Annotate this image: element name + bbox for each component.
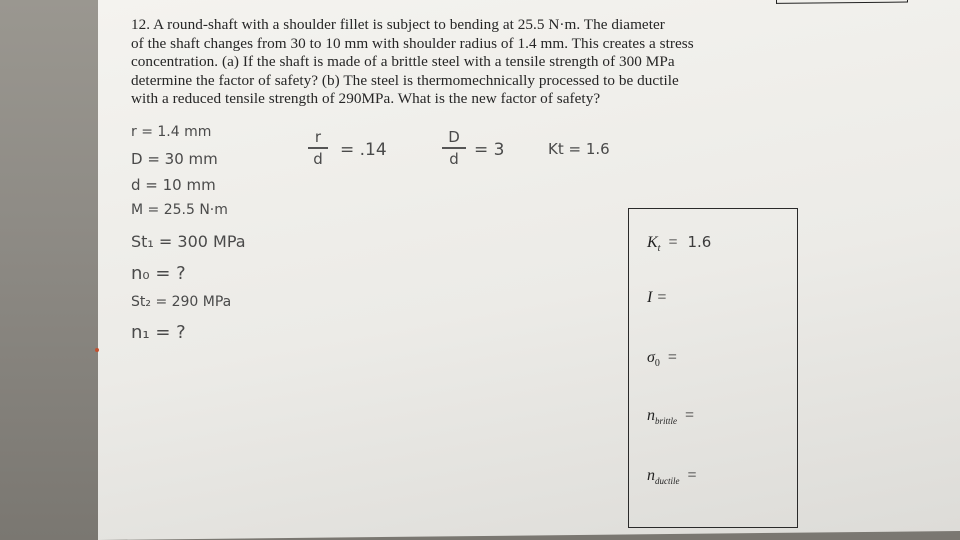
fraction-bar: [308, 147, 328, 149]
answer-kt-label: K: [647, 234, 658, 251]
ratio-D-over-d-value: = 3: [474, 140, 505, 160]
ratio-D-numerator: D: [448, 128, 460, 146]
answer-kt-equals: =: [668, 234, 678, 251]
ink-mark: [95, 348, 99, 352]
ratio-r-denominator: d: [313, 149, 323, 168]
problem-line: determine the factor of safety? (b) The steel is thermomechnically processed to be ductile: [131, 71, 679, 89]
ratio-r-over-d: [308, 128, 328, 168]
note-kt: Kt = 1.6: [548, 140, 610, 158]
answer-inertia-row: [647, 289, 667, 307]
answer-n-ductile-equals: =: [687, 467, 697, 484]
problem-line: with a reduced tensile strength of 290MPa. What is the new factor of safety?: [131, 90, 601, 108]
note-n0-unknown: n₀ = ?: [131, 263, 186, 284]
answer-n-ductile-label: n: [647, 467, 655, 484]
answer-kt-value: 1.6: [687, 233, 712, 251]
note-tensile-brittle: St₁ = 300 MPa: [131, 232, 246, 251]
answer-stress-equals: =: [667, 349, 677, 366]
answer-n-ductile-row: [647, 467, 697, 486]
answer-n-brittle-label: n: [647, 407, 655, 424]
answer-inertia-label: I =: [647, 289, 668, 306]
answer-n-brittle-subscript: brittle: [655, 416, 677, 427]
answer-stress-subscript: 0: [654, 358, 660, 370]
fraction-bar: [442, 147, 466, 149]
note-tensile-ductile: St₂ = 290 MPa: [131, 294, 232, 310]
problem-statement: [131, 16, 793, 109]
ratio-r-over-d-value: = .14: [340, 140, 387, 160]
note-fillet-radius: r = 1.4 mm: [131, 124, 212, 140]
note-small-diameter: d = 10 mm: [131, 176, 216, 194]
ratio-r-numerator: r: [314, 128, 322, 146]
answer-stress-row: [647, 349, 677, 369]
problem-line: concentration. (a) If the shaft is made of a brittle steel with a tensile strength of 300 MPa: [131, 53, 675, 71]
answer-stress-label: σ: [647, 349, 655, 366]
answer-box: [628, 208, 798, 528]
answer-n-brittle-equals: =: [685, 407, 695, 424]
note-n1-unknown: n₁ = ?: [131, 322, 186, 343]
problem-line: of the shaft changes from 30 to 10 mm with shoulder radius of 1.4 mm. This creates a stress: [131, 34, 694, 52]
note-large-diameter: D = 30 mm: [131, 150, 218, 168]
answer-kt-row: [647, 233, 711, 254]
note-moment: M = 25.5 N·m: [131, 202, 228, 218]
problem-line: 12. A round-shaft with a shoulder fillet is subject to bending at 25.5 N·m. The diameter: [131, 16, 665, 33]
header-box: [776, 0, 908, 4]
answer-kt-subscript: t: [657, 243, 661, 255]
ratio-D-over-d: [442, 128, 466, 168]
ratio-D-denominator: d: [449, 149, 459, 168]
answer-n-ductile-subscript: ductile: [655, 476, 680, 487]
answer-n-brittle-row: [647, 407, 694, 426]
